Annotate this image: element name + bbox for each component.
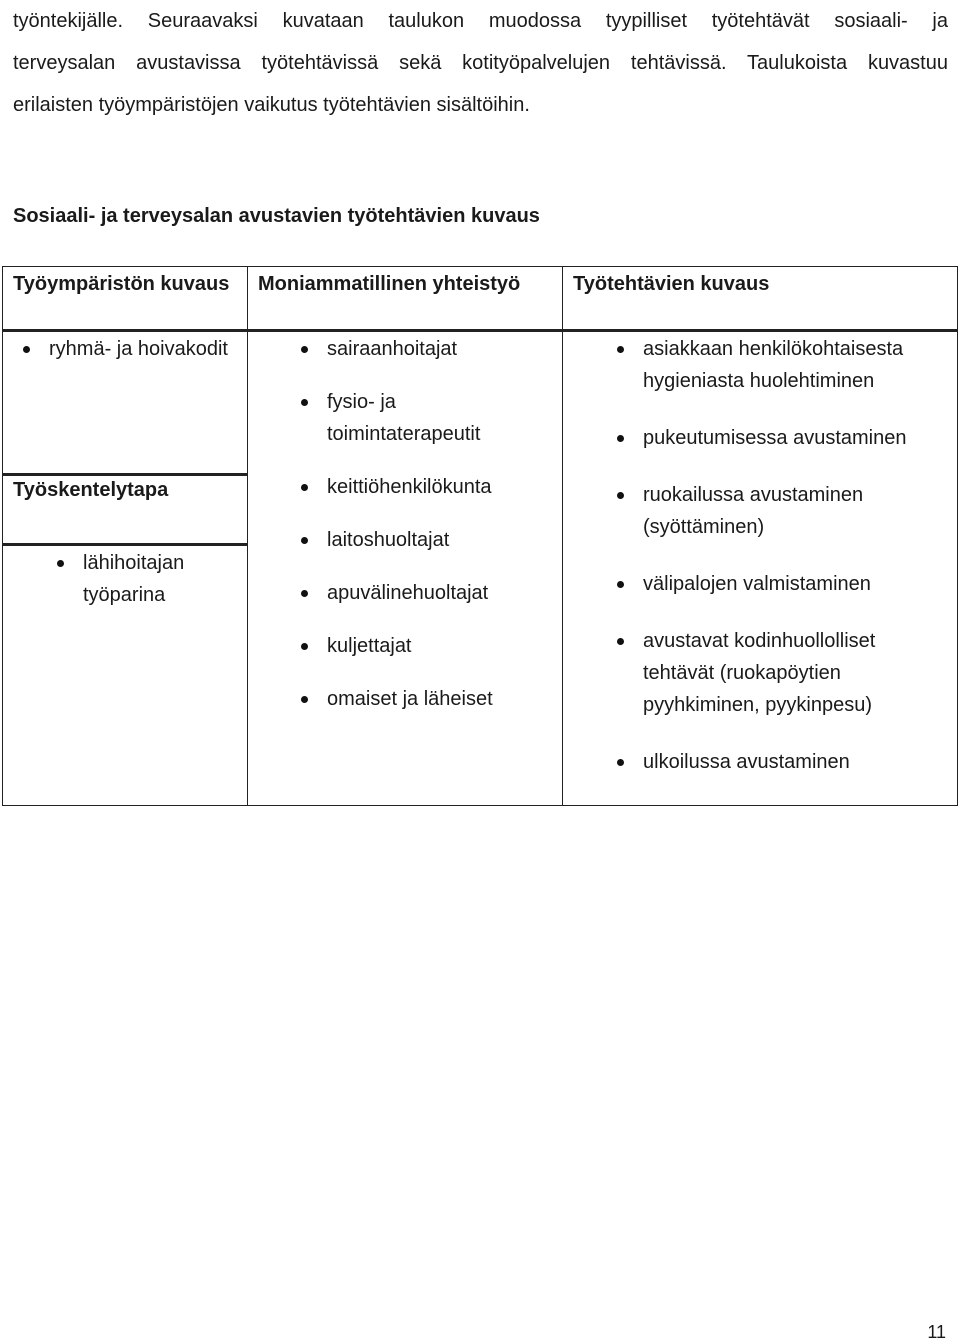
page-number: 11 [927, 1322, 946, 1342]
list-item: välipalojen valmistaminen [609, 568, 949, 600]
list-item: laitoshuoltajat [293, 524, 553, 556]
list-item: avustavat kodinhuollolliset tehtävät (ruokapöytien pyyhkiminen, pyykinpesu) [609, 625, 949, 721]
table-title: Sosiaali- ja terveysalan avustavien työtehtävien kuvaus [13, 205, 540, 227]
list-item: ulkoilussa avustaminen [609, 746, 949, 778]
subheader-rule-top [3, 473, 247, 476]
list-item: ruokailussa avustaminen (syöttäminen) [609, 479, 949, 543]
multiprofessional-list [293, 333, 553, 736]
intro-line-1: työntekijälle. Seuraavaksi kuvataan taulukon muodossa tyypilliset työtehtävät sosiaali- ja [13, 10, 948, 32]
list-item: apuvälinehuoltajat [293, 577, 553, 609]
header-work-environment: Työympäristön kuvaus [13, 273, 230, 295]
working-method-list [49, 547, 239, 611]
list-item: omaiset ja läheiset [293, 683, 553, 715]
tasks-table [2, 266, 958, 806]
list-item: keittiöhenkilökunta [293, 471, 553, 503]
list-item: fysio- ja toimintaterapeutit [293, 386, 553, 450]
list-item: asiakkaan henkilökohtaisesta hygieniasta huolehtiminen [609, 333, 949, 397]
intro-line-3: erilaisten työympäristöjen vaikutus työtehtävien sisältöihin. [13, 94, 530, 116]
list-item: kuljettajat [293, 630, 553, 662]
work-environment-list [15, 333, 235, 365]
intro-paragraph [13, 0, 948, 126]
header-multiprofessional: Moniammatillinen yhteistyö [258, 273, 521, 295]
column-divider-2 [562, 267, 563, 805]
list-item: pukeutumisessa avustaminen [609, 422, 949, 454]
subheader-rule-bottom [3, 543, 247, 546]
task-description-list [609, 333, 949, 803]
list-item: lähihoitajan työparina [49, 547, 239, 611]
header-task-description: Työtehtävien kuvaus [573, 273, 770, 295]
list-item: sairaanhoitajat [293, 333, 553, 365]
working-method-heading: Työskentelytapa [13, 479, 169, 501]
column-divider-1 [247, 267, 248, 805]
list-item: ryhmä- ja hoivakodit [15, 333, 235, 365]
header-rule [3, 329, 957, 332]
intro-line-2: terveysalan avustavissa työtehtävissä sekä kotityöpalvelujen tehtävissä. Taulukoista kuvastuu [13, 52, 948, 74]
